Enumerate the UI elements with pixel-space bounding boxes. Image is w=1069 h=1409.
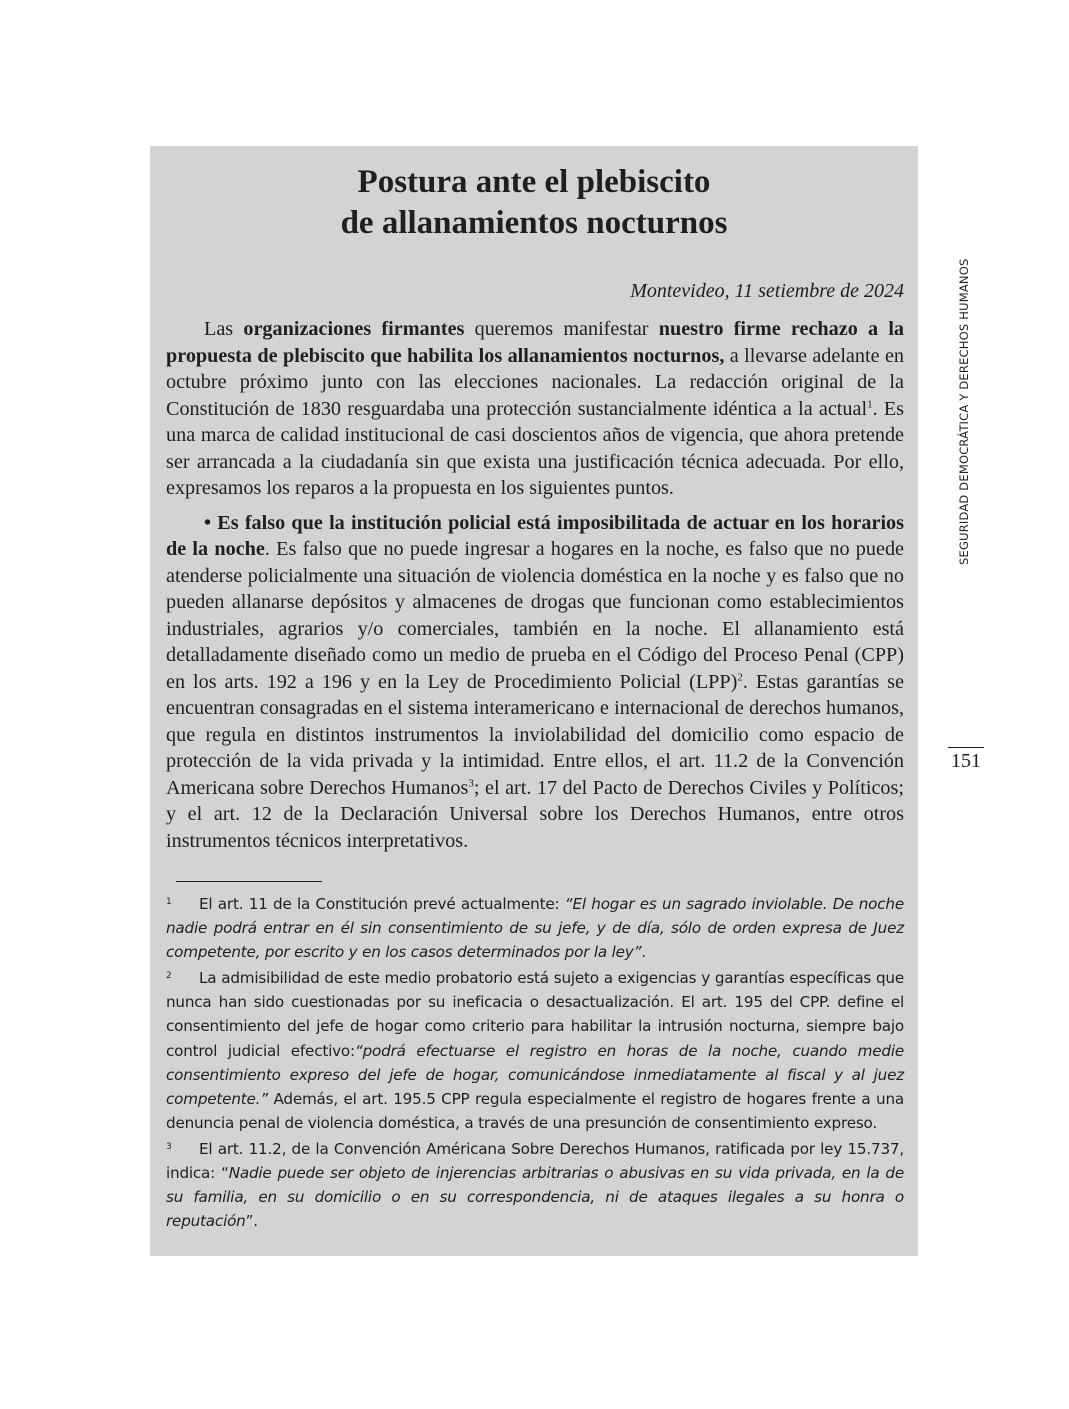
text-run: . Es falso que no puede ingresar a hogares en la noche, es falso que no puede atenderse policialmente una situación de violencia doméstica en la noche y es falso que no pueden allanarse depósitos y almacenes de drogas que funcionan como establecimientos industriales, agrarios y/o comerciales, también en la noche. El allanamiento está detalladamente diseñado como un medio de prueba en el Código del Proceso Penal (CPP) en los arts. 192 a 196 y en la Ley de Procedimiento Policial (LPP) [166, 538, 904, 693]
footnote-ref-3[interactable]: 3 [468, 776, 474, 789]
text-run: El art. 11 de la Constitución prevé actualmente: [199, 895, 565, 913]
dateline: Montevideo, 11 setiembre de 2024 [630, 280, 904, 302]
text-run: Las [204, 318, 244, 340]
title-line-1: Postura ante el plebiscito [357, 164, 711, 200]
footnote-3 [166, 1135, 904, 1233]
bold-run: nuestro firme rechazo a la propuesta de plebiscito que habilita los allanamientos nocturnos, [166, 318, 905, 367]
page-title [150, 162, 918, 244]
text-run: La admisibilidad de este medio probatorio está sujeto a exigencias y garantías específicas que nunca han sido cuestionadas por su ineficacia o desactualización. El art. 195 del CPP. define el consentimiento del jefe de hogar como criterio para habilitar la intrusión nocturna, siempre bajo control judicial efectivo: [166, 969, 904, 1060]
text-run: . Es una marca de calidad institucional de casi doscientos años de vigencia, que ahora pretende ser arrancada a la ciudadanía sin que exista una justificación técnica adecuada. Por ello, expresamos los reparos a la propuesta en los siguientes puntos. [166, 397, 904, 499]
footnote-divider [176, 881, 322, 882]
article-box [150, 146, 918, 1256]
text-run: queremos manifestar [464, 318, 659, 340]
text-run: . Estas garantías se encuentran consagradas en el sistema interamericano e internacional de derechos humanos, que regula en distintos instrumentos la inviolabilidad del domicilio como espacio de protección de la vida privada y la intimidad. Entre ellos, el art. 11.2 de la Convención Americana sobre Derechos Humanos [166, 670, 904, 799]
paragraph-1 [166, 316, 904, 502]
text-run: a llevarse adelante en octubre próximo junto con las elecciones nacionales. La redacción original de la Constitución de 1830 resguardaba una protección sustancialmente idéntica a la actual [166, 344, 905, 420]
italic-run: “El hogar es un sagrado inviolable. De noche nadie podrá entrar en él sin consentimiento de su jefe, y de día, sólo de orden expresa de Juez competente, por escrito y en los casos determinados por la ley” [166, 895, 904, 962]
text-run: . [641, 943, 646, 962]
text-run: ; el art. 17 del Pacto de Derechos Civiles y Políticos; y el art. 12 de la Declaración Universal sobre los Derechos Humanos, entre otros instrumentos técnicos interpretativos. [166, 776, 904, 852]
footnote-number: 2 [166, 971, 172, 982]
bold-run: organizaciones firmantes [243, 318, 465, 340]
footnote-number: 1 [166, 897, 172, 907]
footnote-ref-2[interactable]: 2 [737, 670, 743, 683]
footnote-2 [166, 964, 904, 1135]
text-run: ”. [245, 1212, 258, 1231]
italic-run: Nadie puede ser objeto de injerencias arbitrarias o abusivas en su vida privada, en la de su familia, en su domicilio o en su correspondencia, ni de ataques ilegales a su honra o reputación [166, 1164, 905, 1231]
paragraph-2 [166, 510, 904, 855]
body-text [166, 316, 904, 854]
running-head: SEGURIDAD DEMOCRÁTICA Y DERECHOS HUMANOS [957, 258, 971, 565]
footnote-ref-1[interactable]: 1 [867, 397, 873, 410]
text-run: Además, el art. 195.5 CPP regula especialmente el registro de hogares frente a una denuncia penal de violencia doméstica, a través de una presunción de consentimiento expreso. [166, 1089, 904, 1132]
bold-run: • Es falso que la institución policial está imposibilitada de actuar en los horarios de la noche [166, 511, 904, 560]
footnote-number: 3 [166, 1141, 172, 1152]
text-run: El art. 11.2, de la Convención Américana Sobre Derechos Humanos, ratificada por ley 15.737, indica: “ [166, 1139, 904, 1183]
page-number: 151 [951, 750, 981, 772]
footnotes [166, 890, 904, 1233]
page-number-rule [948, 747, 984, 748]
footnote-1 [166, 890, 904, 964]
italic-run: “podrá efectuarse el registro en horas de la noche, cuando medie consentimiento expreso del jefe de hogar, comunicándose inmediatamente al fiscal y al juez competente.” [166, 1041, 904, 1108]
title-line-2: de allanamientos nocturnos [340, 205, 728, 241]
